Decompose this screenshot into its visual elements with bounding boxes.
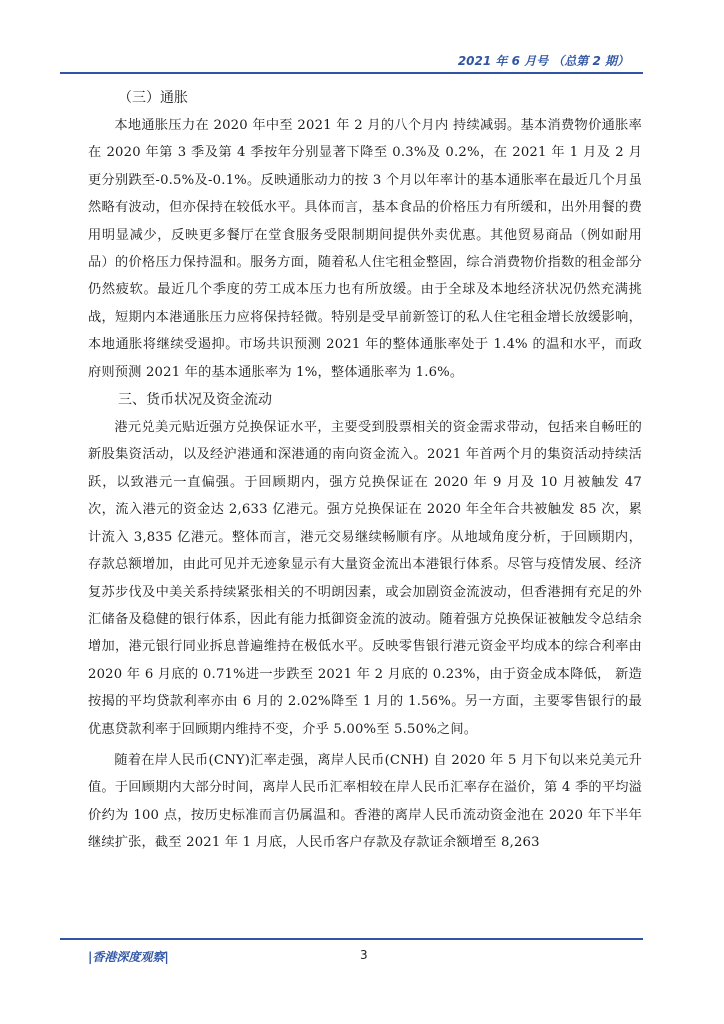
paragraph-money-2: 随着在岸人民币(CNY)汇率走强，离岸人民币(CNH) 自 2020 年 5 月下旬以来兑美元升值。于回顾期内大部分时间，离岸人民币汇率相较在岸人民币汇率存在溢价，第 4 季的平均溢价约为 100 点，按历史标准而言仍属温和。香港的离岸人民币流动资金池在 2020 年下半年继续扩张，截至 2021 年 1 月底，人民币客户存款及存款证余额增至 8,263 [88,752,642,851]
section-heading-inflation: （三）通胀 [118,90,188,106]
page-number: 3 [360,948,368,962]
article-body [88,84,642,857]
issue-label: 2021 年 6 月号 （总第 2 期） [457,54,629,68]
section-heading-money: 三、货币状况及资金流动 [118,392,272,409]
paragraph-inflation: 本地通胀压力在 2020 年中至 2021 年 2 月的八个月内 持续减弱。基本消费物价通胀率在 2020 年第 3 季及第 4 季按年分别显著下降至 0.3%及 0.2%，在 2021 年 1 月及 2 月更分别跌至-0.5%及-0.1%。反映通胀动力的按 3 个月以年率计的基本通胀率在最近几个月虽然略有波动，但亦保持在较低水平。具体而言，基本食品的价格压力有所缓和，出外用餐的费用明显减少，反映更多餐厅在堂食服务受限制期间提供外卖优惠。其他贸易商品（例如耐用品）的价格压力保持温和。服务方面，随着私人住宅租金整固，综合消费物价指数的租金部分仍然疲软。最近几个季度的劳工成本压力也有所放缓。由于全球及本地经济状况仍然充满挑战，短期内本港通胀压力应将保持轻微。特别是受早前新签订的私人住宅租金增长放缓影响，本地通胀将继续受遏抑。市场共识预测 2021 年的整体通胀率处于 1.4% 的温和水平，而政府则预测 2021 年的基本通胀率为 1%，整体通胀率为 1.6%。 [88,118,642,380]
page-header [60,50,643,74]
paragraph-money-1: 港元兑美元贴近强方兑换保证水平，主要受到股票相关的资金需求带动，包括来自畅旺的新股集资活动，以及经沪港通和深港通的南向资金流入。2021 年首两个月的集资活动持续活跃，以致港元一直偏强。于回顾期内，强方兑换保证在 2020 年 9 月及 10 月被触发 47 次，流入港元的资金达 2,633 亿港元。强方兑换保证在 2020 年全年合共被触发 85 次，累计流入 3,835 亿港元。整体而言，港元交易继续畅顺有序。从地域角度分析，于回顾期内，存款总额增加，由此可见并无迹象显示有大量资金流出本港银行体系。尽管与疫情发展、经济复苏步伐及中美关系持续紧张相关的不明朗因素，或会加剧资金流波动，但香港拥有充足的外汇储备及稳健的银行体系，因此有能力抵御资金流的波动。随着强方兑换保证被触发令总结余增加，港元银行同业拆息普遍维持在极低水平。反映零售银行港元资金平均成本的综合利率由 2020 年 6 月底的 0.71%进一步跌至 2021 年 2 月底的 0.23%，由于资金成本降低， 新造按揭的平均贷款利率亦由 6 月的 2.02%降至 1 月的 1.56%。另一方面，主要零售银行的最优惠贷款利率于回顾期内维持不变，介乎 5.00%至 5.50%之间。 [88,420,642,737]
page-footer [60,938,643,970]
journal-name: |香港深度观察| [88,950,169,964]
